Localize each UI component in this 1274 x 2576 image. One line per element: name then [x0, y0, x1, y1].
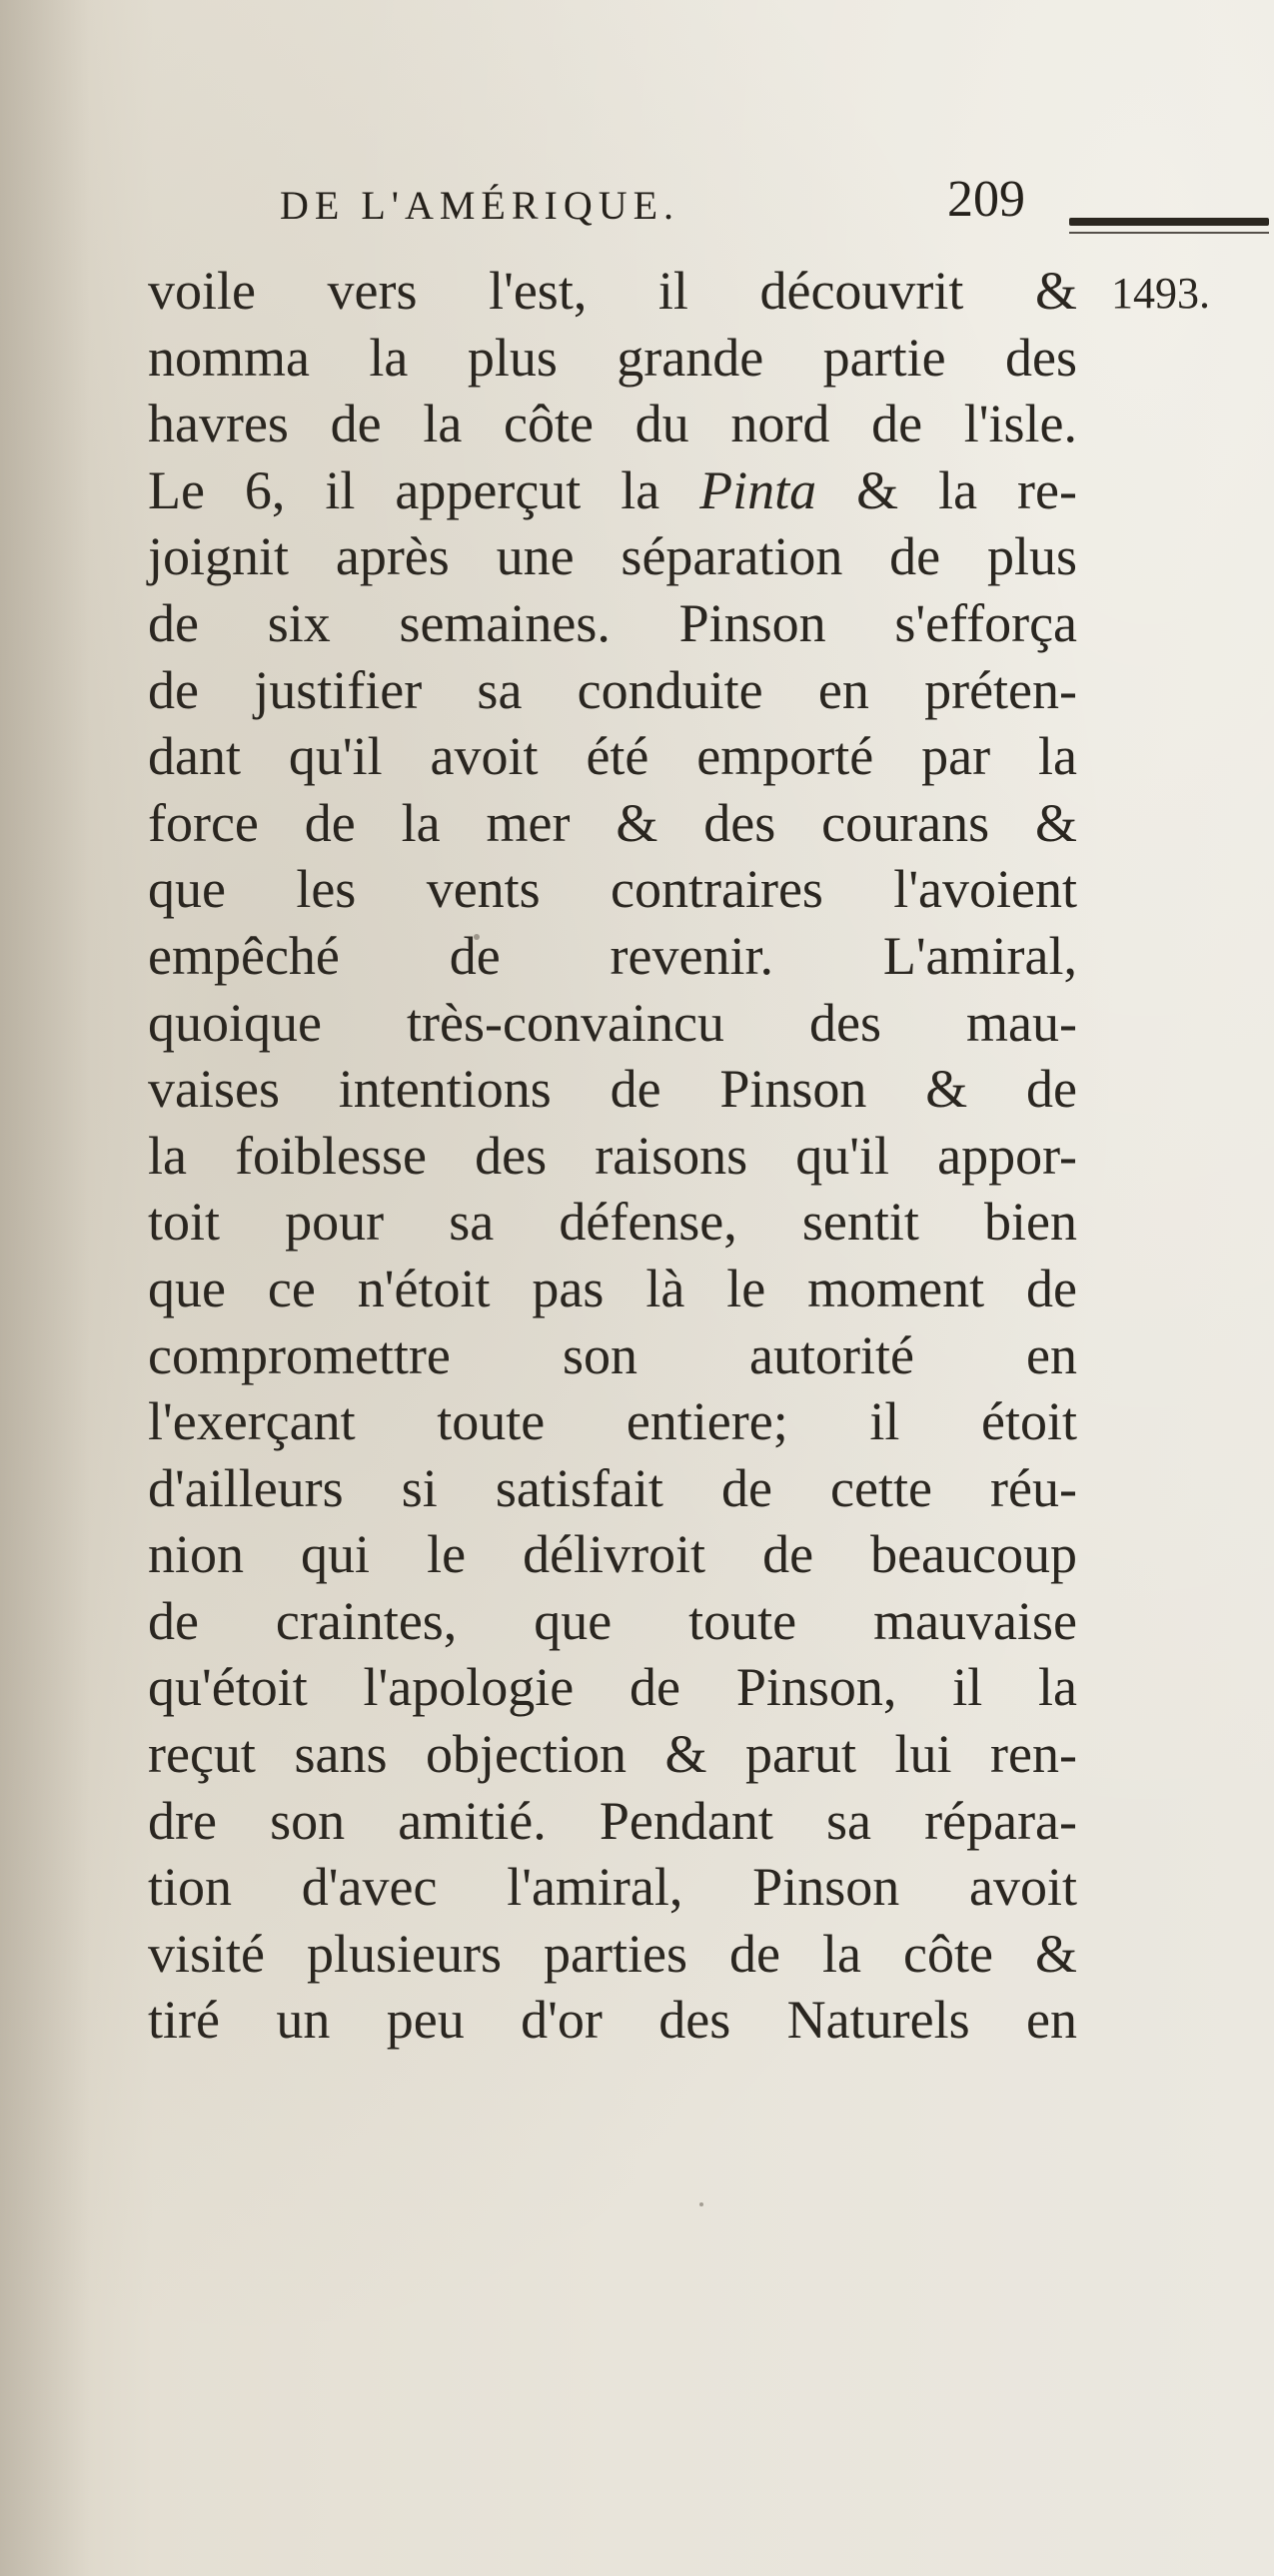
paper-speck [699, 2202, 703, 2206]
text-line: havres de la côte du nord de l'isle. [148, 394, 1077, 454]
text-line: vaises intentions de Pinson & de [148, 1059, 1077, 1120]
text-line: compromettre son autorité en [148, 1324, 1077, 1385]
text-line: tion d'avec l'amiral, Pinson avoit [148, 1857, 1077, 1918]
text-line: force de la mer & des courans & [148, 792, 1077, 853]
text-line: qu'étoit l'apologie de Pinson, il la [148, 1657, 1077, 1718]
paper-speck [474, 934, 480, 940]
text-line: voile vers l'est, il découvrit & [148, 261, 1077, 321]
text-line: empêché de revenir. L'amiral, [148, 925, 1077, 986]
header-rule-thin [1069, 232, 1269, 234]
text-line: que ce n'étoit pas là le moment de [148, 1258, 1077, 1318]
text-line: dre son amitié. Pendant sa répara- [148, 1790, 1077, 1851]
text-line: l'exerçant toute entiere; il étoit [148, 1391, 1077, 1452]
text-line: nion qui le délivroit de beaucoup [148, 1524, 1077, 1585]
text-line: tiré un peu d'or des Naturels en [148, 1990, 1077, 2051]
ship-name-italic: Pinta [699, 459, 817, 520]
running-head [280, 170, 1079, 240]
text-line: de craintes, que toute mauvaise [148, 1590, 1077, 1651]
text-line: de justifier sa conduite en préten- [148, 659, 1077, 720]
margin-year-note: 1493. [1111, 269, 1210, 318]
body-text [148, 258, 1077, 2054]
text-segment: Le 6, il apperçut la [148, 459, 700, 520]
text-line [148, 457, 1077, 524]
text-line: la foiblesse des raisons qu'il appor- [148, 1125, 1077, 1186]
text-segment: & la re- [816, 459, 1077, 520]
text-line: dant qu'il avoit été emporté par la [148, 726, 1077, 787]
text-line: que les vents contraires l'avoient [148, 859, 1077, 920]
text-line: nomma la plus grande partie des [148, 327, 1077, 388]
text-line: quoique très-convaincu des mau- [148, 992, 1077, 1053]
header-rule [1069, 218, 1269, 226]
gutter-shadow [0, 0, 90, 2576]
text-line: reçut sans objection & parut lui ren- [148, 1724, 1077, 1785]
page-number: 209 [947, 171, 1025, 228]
running-head-title: DE L'AMÉRIQUE. [280, 183, 680, 228]
text-line: d'ailleurs si satisfait de cette réu- [148, 1457, 1077, 1518]
text-line: joignit après une séparation de plus [148, 526, 1077, 587]
text-line: visité plusieurs parties de la côte & [148, 1923, 1077, 1984]
text-line: toit pour sa défense, sentit bien [148, 1192, 1077, 1253]
text-line: de six semaines. Pinson s'efforça [148, 592, 1077, 653]
